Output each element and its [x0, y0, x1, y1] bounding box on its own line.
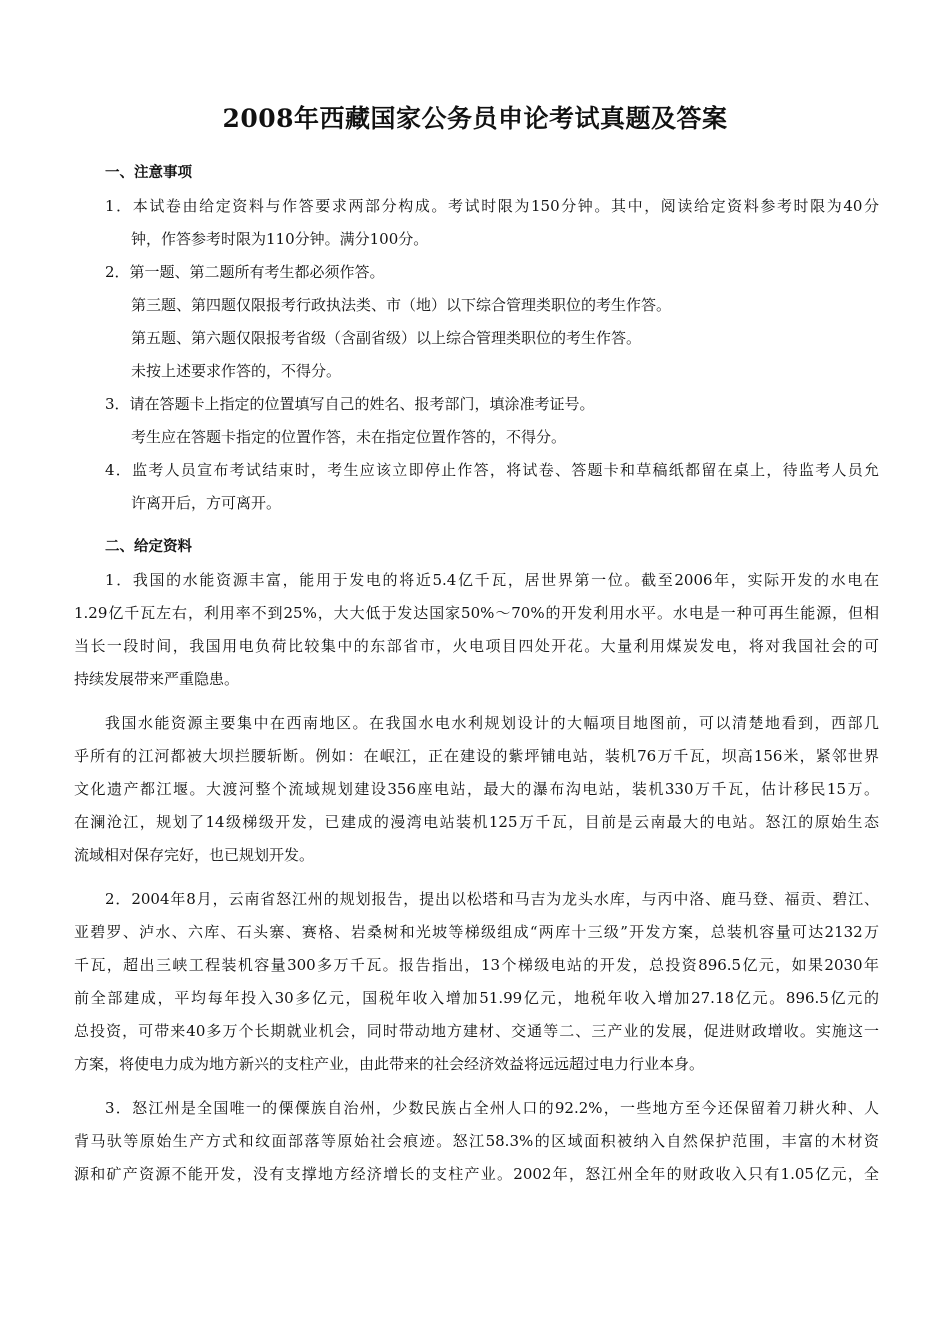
material-paragraph-1-line-4: 持续发展带来严重隐患。	[74, 670, 240, 688]
notes-item-2-line-3: 第五题、第六题仅限报考省级（含副省级）以上综合管理类职位的考生作答。	[131, 329, 642, 347]
material-paragraph-1-line-2: 1.29亿千瓦左右，利用率不到25%，大大低于发达国家50%～70%的开发利用水平。水电是一种可再生能源，但相	[74, 604, 879, 622]
notes-item-1-line-1: 1．本试卷由给定资料与作答要求两部分构成。考试时限为150分钟。其中，阅读给定资料参考时限为40分	[105, 197, 879, 215]
material-paragraph-2-line-5: 流域相对保存完好，也已规划开发。	[74, 846, 315, 864]
material-paragraph-3-line-3: 千瓦，超出三峡工程装机容量300多万千瓦。报告指出，13个梯级电站的开发，总投资896.5亿元，如果2030年	[74, 956, 879, 974]
notes-item-2-line-4: 未按上述要求作答的，不得分。	[131, 362, 342, 380]
material-paragraph-3-line-2: 亚碧罗、泸水、六库、石头寨、赛格、岩桑树和光坡等梯级组成“两库十三级”开发方案，总装机容量可达2132万	[74, 923, 879, 941]
material-paragraph-2-line-4: 在澜沧江，规划了14级梯级开发，已建成的漫湾电站装机125万千瓦，目前是云南最大的电站。怒江的原始生态	[74, 813, 879, 831]
material-paragraph-3-line-4: 前全部建成，平均每年投入30多亿元，国税年收入增加51.99亿元，地税年收入增加27.18亿元。896.5亿元的	[74, 989, 879, 1007]
notes-item-1-line-2: 钟，作答参考时限为110分钟。满分100分。	[131, 230, 429, 248]
material-paragraph-4-line-1: 3．怒江州是全国唯一的傈僳族自治州，少数民族占全州人口的92.2%，一些地方至今还保留着刀耕火种、人	[105, 1099, 879, 1117]
material-paragraph-1-line-1: 1．我国的水能资源丰富，能用于发电的将近5.4亿千瓦，居世界第一位。截至2006年，实际开发的水电在	[105, 571, 879, 589]
section-heading-notes: 一、注意事项	[105, 165, 192, 181]
material-paragraph-1-line-3: 当长一段时间，我国用电负荷比较集中的东部省市，火电项目四处开花。大量利用煤炭发电，将对我国社会的可	[74, 637, 879, 655]
material-paragraph-2-line-2: 乎所有的江河都被大坝拦腰斩断。例如：在岷江，正在建设的紫坪铺电站，装机76万千瓦，坝高156米，紧邻世界	[74, 747, 879, 765]
notes-item-4-line-2: 许离开后，方可离开。	[131, 494, 282, 512]
material-paragraph-4-line-2: 背马驮等原始生产方式和纹面部落等原始社会痕迹。怒江58.3%的区域面积被纳入自然保护范围，丰富的木材资	[74, 1132, 879, 1150]
notes-item-2-line-1: 2．第一题、第二题所有考生都必须作答。	[105, 263, 385, 281]
material-paragraph-2-line-3: 文化遗产都江堰。大渡河整个流域规划建设356座电站，最大的瀑布沟电站，装机330万千瓦，估计移民15万。	[74, 780, 879, 798]
notes-item-2-line-2: 第三题、第四题仅限报考行政执法类、市（地）以下综合管理类职位的考生作答。	[131, 296, 672, 314]
material-paragraph-2-line-1: 我国水能资源主要集中在西南地区。在我国水电水利规划设计的大幅项目地图前，可以清楚地看到，西部几	[105, 714, 879, 732]
material-paragraph-4-line-3: 源和矿产资源不能开发，没有支撑地方经济增长的支柱产业。2002年，怒江州全年的财政收入只有1.05亿元，全	[74, 1165, 879, 1183]
material-paragraph-3-line-5: 总投资，可带来40多万个长期就业机会，同时带动地方建材、交通等二、三产业的发展，促进财政增收。实施这一	[74, 1022, 879, 1040]
material-paragraph-3-line-1: 2．2004年8月，云南省怒江州的规划报告，提出以松塔和马吉为龙头水库，与丙中洛、鹿马登、福贡、碧江、	[105, 890, 879, 908]
notes-item-3-line-1: 3．请在答题卡上指定的位置填写自己的姓名、报考部门，填涂准考证号。	[105, 395, 595, 413]
section-heading-materials: 二、给定资料	[105, 539, 192, 555]
document-title: 2008年西藏国家公务员申论考试真题及答案	[222, 104, 728, 133]
notes-item-4-line-1: 4．监考人员宣布考试结束时，考生应该立即停止作答，将试卷、答题卡和草稿纸都留在桌上，待监考人员允	[105, 461, 879, 479]
notes-item-3-line-2: 考生应在答题卡指定的位置作答，未在指定位置作答的，不得分。	[131, 428, 567, 446]
material-paragraph-3-line-6: 方案，将使电力成为地方新兴的支柱产业，由此带来的社会经济效益将远远超过电力行业本身。	[74, 1055, 705, 1073]
